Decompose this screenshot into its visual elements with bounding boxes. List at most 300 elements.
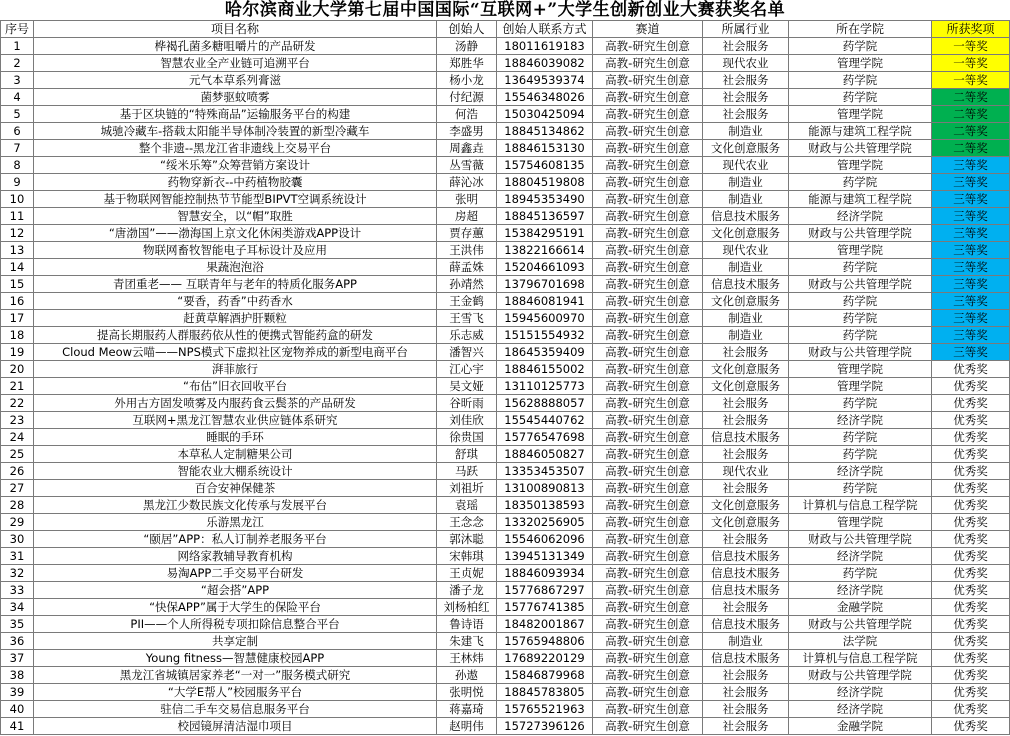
row-index: 17 [1, 310, 34, 327]
award: 三等奖 [932, 208, 1010, 225]
award: 一等奖 [932, 72, 1010, 89]
college: 药学院 [789, 293, 932, 310]
page-title: 哈尔滨商业大学第七届中国国际“互联网+”大学生创新创业大赛获奖名单 [224, 0, 786, 20]
industry: 社会服务 [703, 684, 789, 701]
contact-phone: 18846050827 [497, 446, 593, 463]
row-index: 7 [1, 140, 34, 157]
track: 高教-研究生创意 [593, 718, 703, 735]
row-index: 20 [1, 361, 34, 378]
award: 优秀奖 [932, 701, 1010, 718]
founder: 乐志威 [437, 327, 497, 344]
row-index: 24 [1, 429, 34, 446]
college: 经济学院 [789, 701, 932, 718]
project-name: 共享定制 [34, 633, 437, 650]
college: 经济学院 [789, 463, 932, 480]
contact-phone: 18846039082 [497, 55, 593, 72]
industry: 信息技术服务 [703, 208, 789, 225]
row-index: 25 [1, 446, 34, 463]
award: 三等奖 [932, 174, 1010, 191]
contact-phone: 15776547698 [497, 429, 593, 446]
contact-phone: 13822166614 [497, 242, 593, 259]
college: 药学院 [789, 89, 932, 106]
row-index: 27 [1, 480, 34, 497]
industry: 制造业 [703, 633, 789, 650]
track: 高教-研究生创意 [593, 548, 703, 565]
project-name: 整个非遗--黑龙江省非遗线上交易平台 [34, 140, 437, 157]
project-name: Cloud Meow云喵——NPS模式下虚拟社区宠物养成的新型电商平台 [34, 344, 437, 361]
industry: 社会服务 [703, 446, 789, 463]
industry: 制造业 [703, 191, 789, 208]
track: 高教-研究生创意 [593, 72, 703, 89]
award: 二等奖 [932, 106, 1010, 123]
track: 高教-研究生创意 [593, 395, 703, 412]
college: 经济学院 [789, 412, 932, 429]
row-index: 22 [1, 395, 34, 412]
founder: 刘祖圻 [437, 480, 497, 497]
college: 财政与公共管理学院 [789, 616, 932, 633]
college: 财政与公共管理学院 [789, 667, 932, 684]
founder: 徐贵国 [437, 429, 497, 446]
college: 法学院 [789, 633, 932, 650]
track: 高教-研究生创意 [593, 38, 703, 55]
header-contact: 创始人联系方式 [497, 21, 593, 38]
college: 管理学院 [789, 55, 932, 72]
industry: 社会服务 [703, 480, 789, 497]
industry: 文化创意服务 [703, 497, 789, 514]
college: 能源与建筑工程学院 [789, 191, 932, 208]
track: 高教-研究生创意 [593, 684, 703, 701]
table-row [1, 599, 1010, 616]
table-row [1, 531, 1010, 548]
row-index: 10 [1, 191, 34, 208]
college: 管理学院 [789, 157, 932, 174]
track: 高教-研究生创意 [593, 514, 703, 531]
track: 高教-研究生创意 [593, 123, 703, 140]
award: 优秀奖 [932, 531, 1010, 548]
founder: 王金鹤 [437, 293, 497, 310]
table-row [1, 38, 1010, 55]
track: 高教-研究生创意 [593, 225, 703, 242]
award: 优秀奖 [932, 463, 1010, 480]
award: 优秀奖 [932, 361, 1010, 378]
award: 三等奖 [932, 327, 1010, 344]
table-row [1, 157, 1010, 174]
contact-phone: 15628888057 [497, 395, 593, 412]
track: 高教-研究生创意 [593, 140, 703, 157]
project-name: 菌梦驱蚊喷雾 [34, 89, 437, 106]
header-track: 赛道 [593, 21, 703, 38]
header-project: 项目名称 [34, 21, 437, 38]
project-name: 乐游黑龙江 [34, 514, 437, 531]
founder: 郑胜华 [437, 55, 497, 72]
project-name: 外用古方固发喷雾及内服药食云鬓茶的产品研发 [34, 395, 437, 412]
college: 财政与公共管理学院 [789, 140, 932, 157]
industry: 制造业 [703, 123, 789, 140]
college: 药学院 [789, 446, 932, 463]
contact-phone: 18846155002 [497, 361, 593, 378]
row-index: 5 [1, 106, 34, 123]
contact-phone: 18350138593 [497, 497, 593, 514]
award: 一等奖 [932, 55, 1010, 72]
college: 经济学院 [789, 208, 932, 225]
track: 高教-研究生创意 [593, 293, 703, 310]
project-name: “布估”旧衣回收平台 [34, 378, 437, 395]
college: 管理学院 [789, 242, 932, 259]
track: 高教-研究生创意 [593, 259, 703, 276]
industry: 信息技术服务 [703, 582, 789, 599]
award: 三等奖 [932, 242, 1010, 259]
contact-phone: 15546062096 [497, 531, 593, 548]
track: 高教-研究生创意 [593, 276, 703, 293]
award: 三等奖 [932, 191, 1010, 208]
project-name: “要香，药香”中药香水 [34, 293, 437, 310]
award: 优秀奖 [932, 582, 1010, 599]
founder: 贾存蕙 [437, 225, 497, 242]
contact-phone: 13320256905 [497, 514, 593, 531]
contact-phone: 18846153130 [497, 140, 593, 157]
project-name: 物联网畜牧智能电子耳标设计及应用 [34, 242, 437, 259]
table-row [1, 633, 1010, 650]
founder: 付纪源 [437, 89, 497, 106]
table-row [1, 701, 1010, 718]
contact-phone: 18804519808 [497, 174, 593, 191]
row-index: 36 [1, 633, 34, 650]
project-name: 黑龙江省城镇居家养老“一对一”服务模式研究 [34, 667, 437, 684]
award: 优秀奖 [932, 650, 1010, 667]
track: 高教-研究生创意 [593, 412, 703, 429]
header-college: 所在学院 [789, 21, 932, 38]
founder: 孙遨 [437, 667, 497, 684]
industry: 社会服务 [703, 701, 789, 718]
header-row [1, 21, 1010, 38]
award: 二等奖 [932, 140, 1010, 157]
project-name: 赶黄草解酒护肝颗粒 [34, 310, 437, 327]
college: 经济学院 [789, 548, 932, 565]
award: 优秀奖 [932, 429, 1010, 446]
row-index: 34 [1, 599, 34, 616]
founder: 王雪飞 [437, 310, 497, 327]
industry: 文化创意服务 [703, 225, 789, 242]
industry: 社会服务 [703, 531, 789, 548]
industry: 制造业 [703, 259, 789, 276]
track: 高教-研究生创意 [593, 378, 703, 395]
college: 经济学院 [789, 684, 932, 701]
contact-phone: 17689220129 [497, 650, 593, 667]
table-row [1, 361, 1010, 378]
row-index: 2 [1, 55, 34, 72]
industry: 社会服务 [703, 344, 789, 361]
table-row [1, 191, 1010, 208]
row-index: 6 [1, 123, 34, 140]
track: 高教-研究生创意 [593, 89, 703, 106]
founder: 张明悦 [437, 684, 497, 701]
row-index: 19 [1, 344, 34, 361]
contact-phone: 15151554932 [497, 327, 593, 344]
industry: 社会服务 [703, 667, 789, 684]
award: 优秀奖 [932, 446, 1010, 463]
row-index: 41 [1, 718, 34, 735]
contact-phone: 13353453507 [497, 463, 593, 480]
table-row [1, 582, 1010, 599]
table-row [1, 259, 1010, 276]
founder: 孙靖然 [437, 276, 497, 293]
track: 高教-研究生创意 [593, 531, 703, 548]
project-name: Young fitness—智慧健康校园APP [34, 650, 437, 667]
project-name: 智慧安全，以“帽”取胜 [34, 208, 437, 225]
row-index: 23 [1, 412, 34, 429]
table-row [1, 497, 1010, 514]
award: 三等奖 [932, 259, 1010, 276]
college: 经济学院 [789, 582, 932, 599]
college: 药学院 [789, 38, 932, 55]
track: 高教-研究生创意 [593, 599, 703, 616]
industry: 社会服务 [703, 106, 789, 123]
project-name: PII——个人所得税专项扣除信息整合平台 [34, 616, 437, 633]
track: 高教-研究生创意 [593, 106, 703, 123]
table-row [1, 140, 1010, 157]
track: 高教-研究生创意 [593, 446, 703, 463]
college: 管理学院 [789, 514, 932, 531]
project-name: 互联网+黑龙江智慧农业供应链体系研究 [34, 412, 437, 429]
table-row [1, 276, 1010, 293]
founder: 袁瑶 [437, 497, 497, 514]
contact-phone: 18645359409 [497, 344, 593, 361]
award: 三等奖 [932, 157, 1010, 174]
track: 高教-研究生创意 [593, 174, 703, 191]
industry: 现代农业 [703, 242, 789, 259]
industry: 信息技术服务 [703, 650, 789, 667]
row-index: 3 [1, 72, 34, 89]
award: 优秀奖 [932, 667, 1010, 684]
row-index: 9 [1, 174, 34, 191]
industry: 现代农业 [703, 157, 789, 174]
founder: 潘智兴 [437, 344, 497, 361]
founder: 王洪伟 [437, 242, 497, 259]
project-name: 药物穿新衣--中药植物胶囊 [34, 174, 437, 191]
industry: 社会服务 [703, 72, 789, 89]
project-name: 易淘APP二手交易平台研发 [34, 565, 437, 582]
founder: 周鑫垚 [437, 140, 497, 157]
founder: 丛雪薇 [437, 157, 497, 174]
project-name: 基于区块链的“特殊商品”运输服务平台的构建 [34, 106, 437, 123]
project-name: 校园镜屏清洁湿巾项目 [34, 718, 437, 735]
founder: 朱建飞 [437, 633, 497, 650]
table-row [1, 378, 1010, 395]
industry: 社会服务 [703, 395, 789, 412]
award: 三等奖 [932, 310, 1010, 327]
row-index: 15 [1, 276, 34, 293]
college: 药学院 [789, 395, 932, 412]
project-name: 智慧农业全产业链可追溯平台 [34, 55, 437, 72]
project-name: 元气本草系列膏滋 [34, 72, 437, 89]
founder: 鲁诗语 [437, 616, 497, 633]
track: 高教-研究生创意 [593, 701, 703, 718]
contact-phone: 15204661093 [497, 259, 593, 276]
college: 财政与公共管理学院 [789, 225, 932, 242]
project-name: 睡眠的手环 [34, 429, 437, 446]
track: 高教-研究生创意 [593, 616, 703, 633]
project-name: 智能农业大棚系统设计 [34, 463, 437, 480]
founder: 吴文娅 [437, 378, 497, 395]
track: 高教-研究生创意 [593, 327, 703, 344]
founder: 宋韩琪 [437, 548, 497, 565]
industry: 信息技术服务 [703, 565, 789, 582]
award: 优秀奖 [932, 599, 1010, 616]
college: 药学院 [789, 259, 932, 276]
table-row [1, 446, 1010, 463]
table-row [1, 463, 1010, 480]
table-row [1, 106, 1010, 123]
college: 药学院 [789, 429, 932, 446]
college: 计算机与信息工程学院 [789, 497, 932, 514]
table-row [1, 650, 1010, 667]
contact-phone: 15546348026 [497, 89, 593, 106]
row-index: 30 [1, 531, 34, 548]
college: 药学院 [789, 174, 932, 191]
table-row [1, 667, 1010, 684]
contact-phone: 18011619183 [497, 38, 593, 55]
award: 一等奖 [932, 38, 1010, 55]
project-name: 城驰冷藏车-搭载太阳能半导体制冷装置的新型冷藏车 [34, 123, 437, 140]
award: 优秀奖 [932, 684, 1010, 701]
track: 高教-研究生创意 [593, 650, 703, 667]
header-award: 所获奖项 [932, 21, 1010, 38]
industry: 社会服务 [703, 38, 789, 55]
track: 高教-研究生创意 [593, 667, 703, 684]
row-index: 11 [1, 208, 34, 225]
row-index: 26 [1, 463, 34, 480]
founder: 王念念 [437, 514, 497, 531]
award: 优秀奖 [932, 514, 1010, 531]
row-index: 18 [1, 327, 34, 344]
award: 三等奖 [932, 276, 1010, 293]
project-name: “超会搭”APP [34, 582, 437, 599]
college: 计算机与信息工程学院 [789, 650, 932, 667]
founder: 江心宇 [437, 361, 497, 378]
college: 药学院 [789, 327, 932, 344]
award: 优秀奖 [932, 395, 1010, 412]
award: 优秀奖 [932, 616, 1010, 633]
founder: 谷昕雨 [437, 395, 497, 412]
college: 药学院 [789, 72, 932, 89]
contact-phone: 18845134862 [497, 123, 593, 140]
industry: 文化创意服务 [703, 378, 789, 395]
row-index: 14 [1, 259, 34, 276]
track: 高教-研究生创意 [593, 429, 703, 446]
founder: 汤静 [437, 38, 497, 55]
track: 高教-研究生创意 [593, 344, 703, 361]
award: 优秀奖 [932, 548, 1010, 565]
project-name: 果蔬泡泡浴 [34, 259, 437, 276]
track: 高教-研究生创意 [593, 463, 703, 480]
table-row [1, 480, 1010, 497]
row-index: 13 [1, 242, 34, 259]
table-row [1, 55, 1010, 72]
award: 优秀奖 [932, 412, 1010, 429]
row-index: 16 [1, 293, 34, 310]
project-name: 提高长期服药人群服药依从性的便携式智能药盒的研发 [34, 327, 437, 344]
table-row [1, 344, 1010, 361]
industry: 社会服务 [703, 718, 789, 735]
founder: 马跃 [437, 463, 497, 480]
track: 高教-研究生创意 [593, 565, 703, 582]
project-name: 桦褐孔菌多糖咀嚼片的产品研发 [34, 38, 437, 55]
award: 优秀奖 [932, 718, 1010, 735]
founder: 薛孟姝 [437, 259, 497, 276]
row-index: 32 [1, 565, 34, 582]
project-name: 湃菲旅行 [34, 361, 437, 378]
table-row [1, 514, 1010, 531]
project-name: “绥米乐筹”众筹营销方案设计 [34, 157, 437, 174]
industry: 制造业 [703, 310, 789, 327]
row-index: 1 [1, 38, 34, 55]
contact-phone: 15945600970 [497, 310, 593, 327]
table-row [1, 225, 1010, 242]
founder: 杨小龙 [437, 72, 497, 89]
row-index: 29 [1, 514, 34, 531]
contact-phone: 15384295191 [497, 225, 593, 242]
founder: 王林炜 [437, 650, 497, 667]
college: 财政与公共管理学院 [789, 531, 932, 548]
award: 二等奖 [932, 123, 1010, 140]
award: 优秀奖 [932, 480, 1010, 497]
track: 高教-研究生创意 [593, 242, 703, 259]
row-index: 39 [1, 684, 34, 701]
table-row [1, 242, 1010, 259]
industry: 现代农业 [703, 55, 789, 72]
table-row [1, 174, 1010, 191]
track: 高教-研究生创意 [593, 191, 703, 208]
college: 药学院 [789, 480, 932, 497]
track: 高教-研究生创意 [593, 633, 703, 650]
project-name: “大学E帮人”校园服务平台 [34, 684, 437, 701]
project-name: 黑龙江少数民族文化传承与发展平台 [34, 497, 437, 514]
college: 财政与公共管理学院 [789, 276, 932, 293]
table-row [1, 310, 1010, 327]
founder: 赵明伟 [437, 718, 497, 735]
industry: 制造业 [703, 327, 789, 344]
industry: 信息技术服务 [703, 276, 789, 293]
table-row [1, 395, 1010, 412]
industry: 社会服务 [703, 89, 789, 106]
contact-phone: 18846093934 [497, 565, 593, 582]
row-index: 31 [1, 548, 34, 565]
industry: 文化创意服务 [703, 140, 789, 157]
contact-phone: 15776741385 [497, 599, 593, 616]
founder: 王贞妮 [437, 565, 497, 582]
track: 高教-研究生创意 [593, 480, 703, 497]
industry: 信息技术服务 [703, 429, 789, 446]
table-row [1, 684, 1010, 701]
track: 高教-研究生创意 [593, 55, 703, 72]
industry: 文化创意服务 [703, 514, 789, 531]
contact-phone: 18482001867 [497, 616, 593, 633]
founder: 蒋嘉琦 [437, 701, 497, 718]
college: 药学院 [789, 310, 932, 327]
project-name: 基于物联网智能控制热节节能型BIPVT空调系统设计 [34, 191, 437, 208]
contact-phone: 15545440762 [497, 412, 593, 429]
table-row [1, 123, 1010, 140]
track: 高教-研究生创意 [593, 361, 703, 378]
award-table [0, 20, 1010, 735]
award: 三等奖 [932, 344, 1010, 361]
college: 能源与建筑工程学院 [789, 123, 932, 140]
industry: 信息技术服务 [703, 616, 789, 633]
contact-phone: 15776867297 [497, 582, 593, 599]
project-name: 百合安神保健茶 [34, 480, 437, 497]
row-index: 33 [1, 582, 34, 599]
industry: 现代农业 [703, 463, 789, 480]
